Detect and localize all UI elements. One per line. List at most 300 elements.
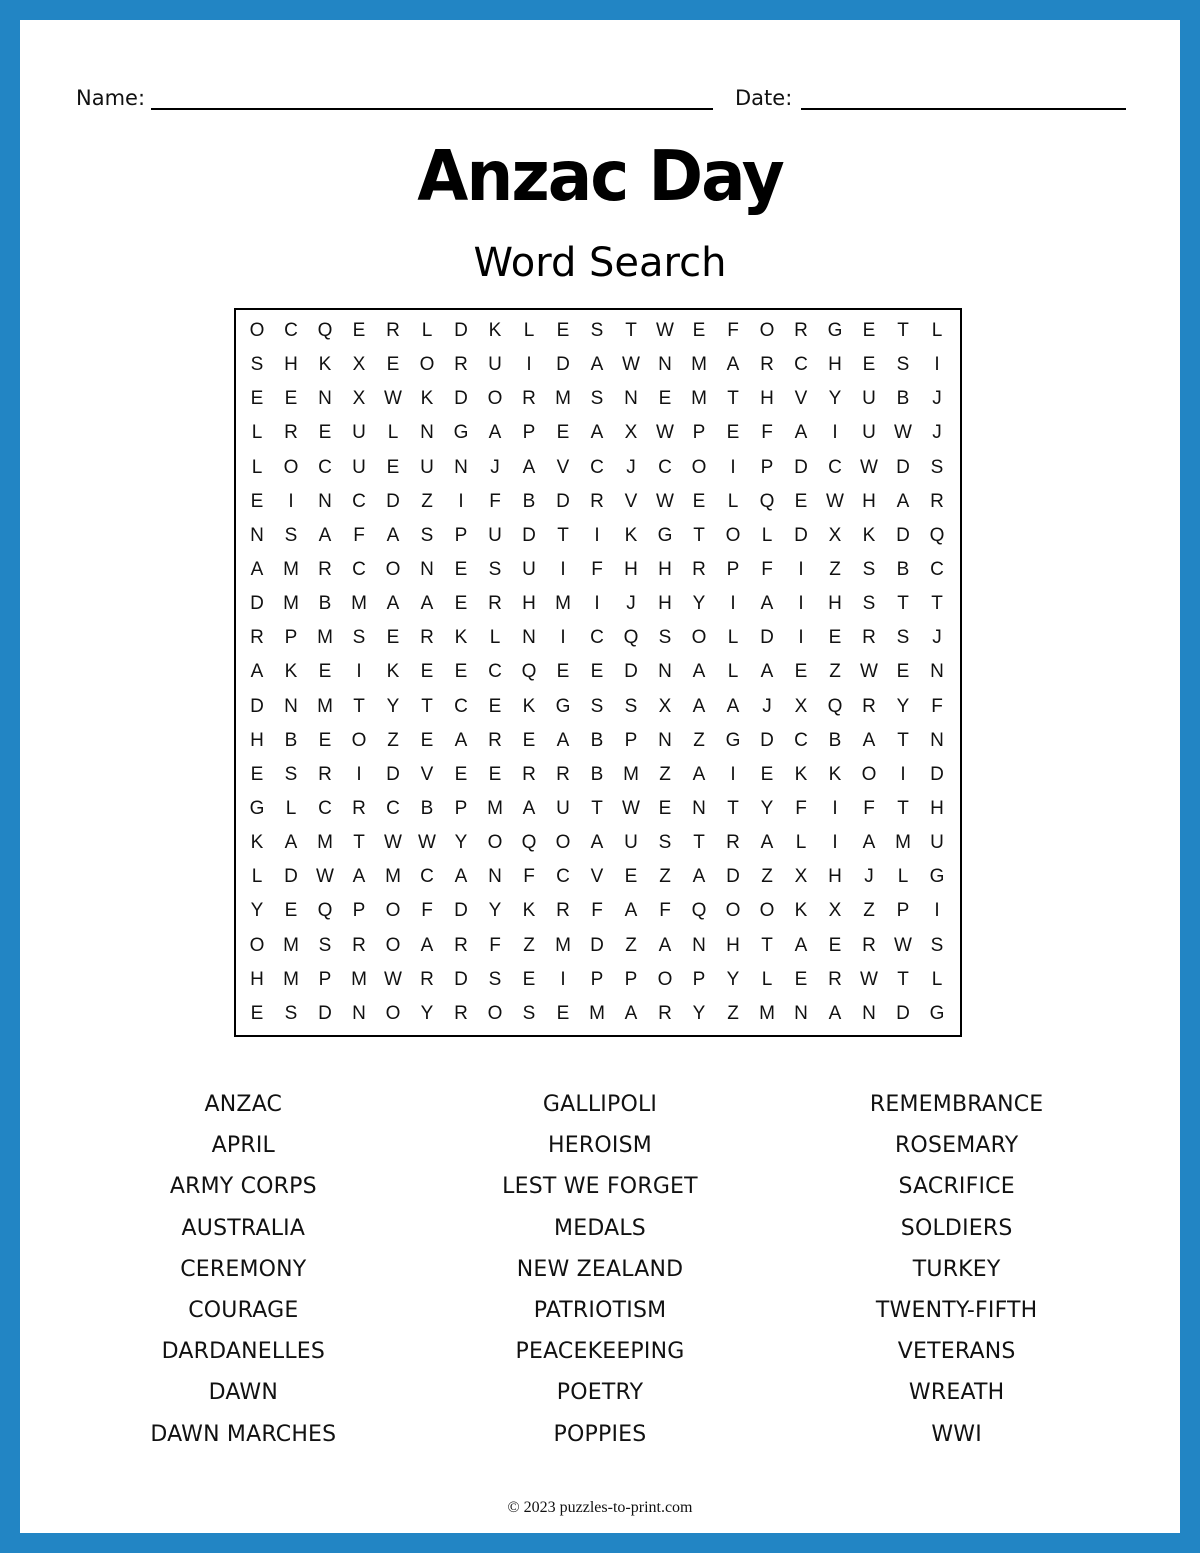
grid-cell[interactable]: Z xyxy=(659,763,671,785)
grid-cell[interactable]: E xyxy=(590,661,604,683)
grid-cell[interactable]: D xyxy=(250,695,264,717)
grid-cell[interactable]: V xyxy=(794,388,808,410)
grid-cell[interactable]: E xyxy=(556,1002,570,1024)
grid-cell[interactable]: P xyxy=(590,968,604,990)
grid-cell[interactable]: S xyxy=(896,627,910,649)
grid-cell[interactable]: R xyxy=(420,968,434,990)
grid-cell[interactable]: U xyxy=(420,456,434,478)
grid-cell[interactable]: F xyxy=(761,422,773,444)
grid-cell[interactable]: R xyxy=(760,354,774,376)
grid-cell[interactable]: E xyxy=(692,320,706,342)
grid-cell[interactable]: Z xyxy=(863,900,875,922)
grid-cell[interactable]: D xyxy=(522,524,536,546)
grid-cell[interactable]: D xyxy=(386,490,400,512)
grid-cell[interactable]: P xyxy=(284,627,298,649)
grid-cell[interactable]: R xyxy=(828,968,842,990)
grid-cell[interactable]: A xyxy=(760,832,774,854)
grid-cell[interactable]: F xyxy=(591,900,603,922)
grid-cell[interactable]: J xyxy=(626,456,636,478)
grid-cell[interactable]: O xyxy=(759,320,775,342)
grid-cell[interactable]: L xyxy=(931,968,943,990)
grid-cell[interactable]: R xyxy=(590,490,604,512)
grid-cell[interactable]: W xyxy=(894,422,912,444)
grid-cell[interactable]: B xyxy=(896,559,910,581)
grid-cell[interactable]: Z xyxy=(829,559,841,581)
grid-cell[interactable]: L xyxy=(251,866,263,888)
grid-cell[interactable]: Y xyxy=(726,968,740,990)
grid-cell[interactable]: E xyxy=(556,422,570,444)
grid-cell[interactable]: Q xyxy=(759,490,775,512)
grid-cell[interactable]: A xyxy=(590,354,604,376)
grid-cell[interactable]: G xyxy=(929,866,945,888)
grid-cell[interactable]: M xyxy=(351,968,367,990)
grid-cell[interactable]: K xyxy=(318,354,332,376)
grid-cell[interactable]: Q xyxy=(623,627,639,649)
grid-cell[interactable]: S xyxy=(488,559,502,581)
grid-cell[interactable]: A xyxy=(692,763,706,785)
grid-cell[interactable]: N xyxy=(692,798,706,820)
grid-cell[interactable]: L xyxy=(795,832,807,854)
grid-cell[interactable]: U xyxy=(624,832,638,854)
grid-cell[interactable]: W xyxy=(384,968,402,990)
grid-cell[interactable]: D xyxy=(454,968,468,990)
grid-cell[interactable]: E xyxy=(862,354,876,376)
grid-cell[interactable]: N xyxy=(794,1002,808,1024)
grid-cell[interactable]: C xyxy=(420,866,434,888)
grid-cell[interactable]: E xyxy=(760,763,774,785)
grid-cell[interactable]: I xyxy=(458,490,464,512)
grid-cell[interactable]: M xyxy=(351,593,367,615)
grid-cell[interactable]: P xyxy=(726,559,740,581)
grid-cell[interactable]: V xyxy=(556,456,570,478)
grid-cell[interactable]: B xyxy=(284,729,298,751)
grid-cell[interactable]: E xyxy=(318,661,332,683)
grid-cell[interactable]: J xyxy=(762,695,772,717)
grid-cell[interactable]: L xyxy=(761,968,773,990)
grid-cell[interactable]: Y xyxy=(692,1002,706,1024)
grid-cell[interactable]: D xyxy=(556,490,570,512)
grid-cell[interactable]: A xyxy=(318,524,332,546)
grid-cell[interactable]: O xyxy=(419,354,435,376)
grid-cell[interactable]: W xyxy=(418,832,436,854)
grid-cell[interactable]: F xyxy=(489,490,501,512)
grid-cell[interactable]: S xyxy=(590,388,604,410)
grid-cell[interactable]: C xyxy=(658,456,672,478)
grid-cell[interactable]: H xyxy=(624,559,638,581)
grid-cell[interactable]: T xyxy=(897,798,909,820)
grid-cell[interactable]: H xyxy=(284,354,298,376)
grid-cell[interactable]: S xyxy=(284,763,298,785)
grid-cell[interactable]: J xyxy=(864,866,874,888)
grid-cell[interactable]: C xyxy=(590,456,604,478)
grid-cell[interactable]: U xyxy=(930,832,944,854)
grid-cell[interactable]: D xyxy=(760,729,774,751)
grid-cell[interactable]: R xyxy=(862,934,876,956)
grid-cell[interactable]: S xyxy=(352,627,366,649)
grid-cell[interactable]: E xyxy=(794,661,808,683)
grid-cell[interactable]: G xyxy=(555,695,571,717)
grid-cell[interactable]: E xyxy=(454,763,468,785)
grid-cell[interactable]: S xyxy=(284,524,298,546)
grid-cell[interactable]: S xyxy=(522,1002,536,1024)
grid-cell[interactable]: M xyxy=(691,354,707,376)
grid-cell[interactable]: Q xyxy=(317,900,333,922)
grid-cell[interactable]: N xyxy=(658,729,672,751)
grid-cell[interactable]: O xyxy=(555,832,571,854)
grid-cell[interactable]: O xyxy=(385,900,401,922)
grid-cell[interactable]: E xyxy=(522,729,536,751)
grid-cell[interactable]: F xyxy=(795,798,807,820)
grid-cell[interactable]: S xyxy=(590,695,604,717)
grid-cell[interactable]: W xyxy=(622,354,640,376)
grid-cell[interactable]: T xyxy=(897,320,909,342)
grid-cell[interactable]: O xyxy=(385,559,401,581)
grid-cell[interactable]: F xyxy=(761,559,773,581)
grid-cell[interactable]: O xyxy=(657,968,673,990)
grid-cell[interactable]: T xyxy=(557,524,569,546)
grid-cell[interactable]: E xyxy=(488,695,502,717)
grid-cell[interactable]: Y xyxy=(454,832,468,854)
grid-cell[interactable]: E xyxy=(488,763,502,785)
grid-cell[interactable]: R xyxy=(556,763,570,785)
grid-cell[interactable]: L xyxy=(251,456,263,478)
grid-cell[interactable]: N xyxy=(862,1002,876,1024)
grid-cell[interactable]: Z xyxy=(761,866,773,888)
grid-cell[interactable]: H xyxy=(658,559,672,581)
grid-cell[interactable]: D xyxy=(896,1002,910,1024)
grid-cell[interactable]: J xyxy=(932,422,942,444)
grid-cell[interactable]: E xyxy=(454,661,468,683)
grid-cell[interactable]: H xyxy=(930,798,944,820)
grid-cell[interactable]: I xyxy=(560,968,566,990)
grid-cell[interactable]: K xyxy=(420,388,434,410)
grid-cell[interactable]: E xyxy=(692,490,706,512)
grid-cell[interactable]: S xyxy=(284,1002,298,1024)
grid-cell[interactable]: H xyxy=(250,729,264,751)
grid-cell[interactable]: P xyxy=(760,456,774,478)
grid-cell[interactable]: E xyxy=(658,388,672,410)
grid-cell[interactable]: E xyxy=(556,320,570,342)
grid-cell[interactable]: F xyxy=(421,900,433,922)
grid-cell[interactable]: K xyxy=(862,524,876,546)
grid-cell[interactable]: F xyxy=(489,934,501,956)
grid-cell[interactable]: M xyxy=(589,1002,605,1024)
grid-cell[interactable]: Q xyxy=(827,695,843,717)
grid-cell[interactable]: Z xyxy=(659,866,671,888)
grid-cell[interactable]: U xyxy=(862,388,876,410)
grid-cell[interactable]: G xyxy=(827,320,843,342)
grid-cell[interactable]: E xyxy=(794,968,808,990)
grid-cell[interactable]: P xyxy=(318,968,332,990)
grid-cell[interactable]: I xyxy=(730,593,736,615)
grid-cell[interactable]: R xyxy=(386,320,400,342)
grid-cell[interactable]: C xyxy=(284,320,298,342)
grid-cell[interactable]: A xyxy=(692,661,706,683)
grid-cell[interactable]: L xyxy=(489,627,501,649)
grid-cell[interactable]: I xyxy=(798,627,804,649)
grid-cell[interactable]: B xyxy=(590,763,604,785)
grid-cell[interactable]: M xyxy=(691,388,707,410)
grid-cell[interactable]: M xyxy=(487,798,503,820)
grid-cell[interactable]: Z xyxy=(829,661,841,683)
grid-cell[interactable]: W xyxy=(860,968,878,990)
grid-cell[interactable]: E xyxy=(318,422,332,444)
grid-cell[interactable]: O xyxy=(385,934,401,956)
grid-cell[interactable]: D xyxy=(590,934,604,956)
grid-cell[interactable]: M xyxy=(555,388,571,410)
grid-cell[interactable]: N xyxy=(454,456,468,478)
grid-cell[interactable]: E xyxy=(420,729,434,751)
grid-cell[interactable]: E xyxy=(862,320,876,342)
grid-cell[interactable]: E xyxy=(250,490,264,512)
grid-cell[interactable]: A xyxy=(624,1002,638,1024)
grid-cell[interactable]: S xyxy=(930,934,944,956)
grid-cell[interactable]: W xyxy=(860,661,878,683)
grid-cell[interactable]: O xyxy=(691,627,707,649)
grid-cell[interactable]: Q xyxy=(691,900,707,922)
grid-cell[interactable]: E xyxy=(454,559,468,581)
grid-cell[interactable]: T xyxy=(727,798,739,820)
grid-cell[interactable]: I xyxy=(560,559,566,581)
grid-cell[interactable]: Z xyxy=(693,729,705,751)
grid-cell[interactable]: T xyxy=(931,593,943,615)
grid-cell[interactable]: E xyxy=(896,661,910,683)
grid-cell[interactable]: M xyxy=(759,1002,775,1024)
grid-cell[interactable]: I xyxy=(832,422,838,444)
grid-cell[interactable]: F xyxy=(931,695,943,717)
grid-cell[interactable]: A xyxy=(284,832,298,854)
grid-cell[interactable]: Y xyxy=(420,1002,434,1024)
grid-cell[interactable]: T xyxy=(761,934,773,956)
grid-cell[interactable]: P xyxy=(522,422,536,444)
grid-cell[interactable]: I xyxy=(526,354,532,376)
grid-cell[interactable]: I xyxy=(730,763,736,785)
grid-cell[interactable]: D xyxy=(896,524,910,546)
grid-cell[interactable]: D xyxy=(454,388,468,410)
grid-cell[interactable]: N xyxy=(624,388,638,410)
grid-cell[interactable]: R xyxy=(352,934,366,956)
grid-cell[interactable]: T xyxy=(897,968,909,990)
grid-cell[interactable]: K xyxy=(794,900,808,922)
grid-cell[interactable]: A xyxy=(522,798,536,820)
grid-cell[interactable]: A xyxy=(250,559,264,581)
grid-cell[interactable]: W xyxy=(656,320,674,342)
grid-cell[interactable]: R xyxy=(556,900,570,922)
grid-cell[interactable]: L xyxy=(421,320,433,342)
grid-cell[interactable]: S xyxy=(250,354,264,376)
grid-cell[interactable]: A xyxy=(250,661,264,683)
grid-cell[interactable]: P xyxy=(454,524,468,546)
grid-cell[interactable]: J xyxy=(932,388,942,410)
grid-cell[interactable]: Y xyxy=(828,388,842,410)
grid-cell[interactable]: O xyxy=(385,1002,401,1024)
grid-cell[interactable]: U xyxy=(488,524,502,546)
grid-cell[interactable]: A xyxy=(828,1002,842,1024)
grid-cell[interactable]: A xyxy=(590,832,604,854)
grid-cell[interactable]: I xyxy=(832,832,838,854)
grid-cell[interactable]: M xyxy=(895,832,911,854)
grid-cell[interactable]: W xyxy=(860,456,878,478)
grid-cell[interactable]: O xyxy=(691,456,707,478)
grid-cell[interactable]: M xyxy=(283,559,299,581)
grid-cell[interactable]: Y xyxy=(250,900,264,922)
grid-cell[interactable]: K xyxy=(522,900,536,922)
grid-cell[interactable]: J xyxy=(490,456,500,478)
grid-cell[interactable]: K xyxy=(522,695,536,717)
date-field-line[interactable] xyxy=(801,108,1126,110)
grid-cell[interactable]: K xyxy=(794,763,808,785)
grid-cell[interactable]: T xyxy=(353,832,365,854)
grid-cell[interactable]: W xyxy=(384,388,402,410)
grid-cell[interactable]: A xyxy=(386,593,400,615)
grid-cell[interactable]: O xyxy=(487,1002,503,1024)
grid-cell[interactable]: T xyxy=(897,593,909,615)
grid-cell[interactable]: L xyxy=(727,490,739,512)
grid-cell[interactable]: H xyxy=(250,968,264,990)
grid-cell[interactable]: L xyxy=(251,422,263,444)
grid-cell[interactable]: A xyxy=(760,593,774,615)
grid-cell[interactable]: N xyxy=(420,422,434,444)
grid-cell[interactable]: F xyxy=(863,798,875,820)
grid-cell[interactable]: K xyxy=(828,763,842,785)
grid-cell[interactable]: E xyxy=(420,661,434,683)
grid-cell[interactable]: O xyxy=(351,729,367,751)
grid-cell[interactable]: M xyxy=(283,593,299,615)
grid-cell[interactable]: F xyxy=(353,524,365,546)
grid-cell[interactable]: O xyxy=(759,900,775,922)
grid-cell[interactable]: C xyxy=(828,456,842,478)
grid-cell[interactable]: D xyxy=(794,524,808,546)
grid-cell[interactable]: W xyxy=(656,422,674,444)
grid-cell[interactable]: A xyxy=(386,524,400,546)
grid-cell[interactable]: M xyxy=(317,695,333,717)
grid-cell[interactable]: H xyxy=(760,388,774,410)
grid-cell[interactable]: S xyxy=(862,559,876,581)
grid-cell[interactable]: T xyxy=(727,388,739,410)
grid-cell[interactable]: Y xyxy=(488,900,502,922)
grid-cell[interactable]: N xyxy=(522,627,536,649)
grid-cell[interactable]: X xyxy=(352,354,366,376)
grid-cell[interactable]: R xyxy=(658,1002,672,1024)
grid-cell[interactable]: C xyxy=(556,866,570,888)
grid-cell[interactable]: D xyxy=(930,763,944,785)
grid-cell[interactable]: L xyxy=(897,866,909,888)
grid-cell[interactable]: B xyxy=(828,729,842,751)
grid-cell[interactable]: C xyxy=(352,490,366,512)
grid-cell[interactable]: N xyxy=(658,661,672,683)
grid-cell[interactable]: A xyxy=(692,695,706,717)
grid-cell[interactable]: N xyxy=(250,524,264,546)
grid-cell[interactable]: A xyxy=(420,934,434,956)
grid-cell[interactable]: S xyxy=(488,968,502,990)
grid-cell[interactable]: E xyxy=(386,354,400,376)
grid-cell[interactable]: M xyxy=(555,593,571,615)
grid-cell[interactable]: T xyxy=(693,524,705,546)
grid-cell[interactable]: Z xyxy=(523,934,535,956)
grid-cell[interactable]: F xyxy=(659,900,671,922)
grid-cell[interactable]: X xyxy=(658,695,672,717)
grid-cell[interactable]: A xyxy=(454,866,468,888)
grid-cell[interactable]: Y xyxy=(760,798,774,820)
grid-cell[interactable]: R xyxy=(318,559,332,581)
grid-cell[interactable]: M xyxy=(317,627,333,649)
name-field-line[interactable] xyxy=(151,108,713,110)
grid-cell[interactable]: I xyxy=(798,559,804,581)
grid-cell[interactable]: R xyxy=(284,422,298,444)
grid-cell[interactable]: A xyxy=(760,661,774,683)
grid-cell[interactable]: Z xyxy=(727,1002,739,1024)
grid-cell[interactable]: B xyxy=(590,729,604,751)
grid-cell[interactable]: G xyxy=(453,422,469,444)
grid-cell[interactable]: E xyxy=(658,798,672,820)
grid-cell[interactable]: E xyxy=(284,388,298,410)
grid-cell[interactable]: O xyxy=(487,388,503,410)
grid-cell[interactable]: R xyxy=(420,627,434,649)
grid-cell[interactable]: L xyxy=(285,798,297,820)
grid-cell[interactable]: R xyxy=(454,1002,468,1024)
grid-cell[interactable]: E xyxy=(522,968,536,990)
grid-cell[interactable]: E xyxy=(556,661,570,683)
grid-cell[interactable]: D xyxy=(726,866,740,888)
grid-cell[interactable]: R xyxy=(692,559,706,581)
grid-cell[interactable]: O xyxy=(283,456,299,478)
grid-cell[interactable]: N xyxy=(284,695,298,717)
grid-cell[interactable]: Q xyxy=(521,661,537,683)
grid-cell[interactable]: B xyxy=(318,593,332,615)
grid-cell[interactable]: O xyxy=(249,934,265,956)
grid-cell[interactable]: U xyxy=(522,559,536,581)
grid-cell[interactable]: C xyxy=(352,559,366,581)
grid-cell[interactable]: P xyxy=(692,422,706,444)
grid-cell[interactable]: E xyxy=(318,729,332,751)
grid-cell[interactable]: I xyxy=(934,354,940,376)
grid-cell[interactable]: N xyxy=(318,388,332,410)
grid-cell[interactable]: D xyxy=(250,593,264,615)
grid-cell[interactable]: O xyxy=(725,900,741,922)
grid-cell[interactable]: M xyxy=(385,866,401,888)
grid-cell[interactable]: R xyxy=(352,798,366,820)
grid-cell[interactable]: N xyxy=(420,559,434,581)
grid-cell[interactable]: X xyxy=(624,422,638,444)
grid-cell[interactable]: M xyxy=(283,968,299,990)
grid-cell[interactable]: N xyxy=(488,866,502,888)
grid-cell[interactable]: V xyxy=(590,866,604,888)
grid-cell[interactable]: W xyxy=(894,934,912,956)
grid-cell[interactable]: A xyxy=(420,593,434,615)
grid-cell[interactable]: X xyxy=(794,695,808,717)
grid-cell[interactable]: B xyxy=(420,798,434,820)
grid-cell[interactable]: A xyxy=(862,832,876,854)
grid-cell[interactable]: R xyxy=(930,490,944,512)
grid-cell[interactable]: W xyxy=(384,832,402,854)
grid-cell[interactable]: G xyxy=(657,524,673,546)
grid-cell[interactable]: E xyxy=(386,456,400,478)
grid-cell[interactable]: N xyxy=(352,1002,366,1024)
grid-cell[interactable]: E xyxy=(250,388,264,410)
grid-cell[interactable]: E xyxy=(794,490,808,512)
grid-cell[interactable]: J xyxy=(626,593,636,615)
grid-cell[interactable]: R xyxy=(726,832,740,854)
grid-cell[interactable]: E xyxy=(250,1002,264,1024)
grid-cell[interactable]: E xyxy=(726,422,740,444)
grid-cell[interactable]: A xyxy=(590,422,604,444)
grid-cell[interactable]: W xyxy=(656,490,674,512)
grid-cell[interactable]: A xyxy=(352,866,366,888)
grid-cell[interactable]: R xyxy=(862,627,876,649)
grid-cell[interactable]: A xyxy=(488,422,502,444)
grid-cell[interactable]: L xyxy=(931,320,943,342)
grid-cell[interactable]: D xyxy=(760,627,774,649)
